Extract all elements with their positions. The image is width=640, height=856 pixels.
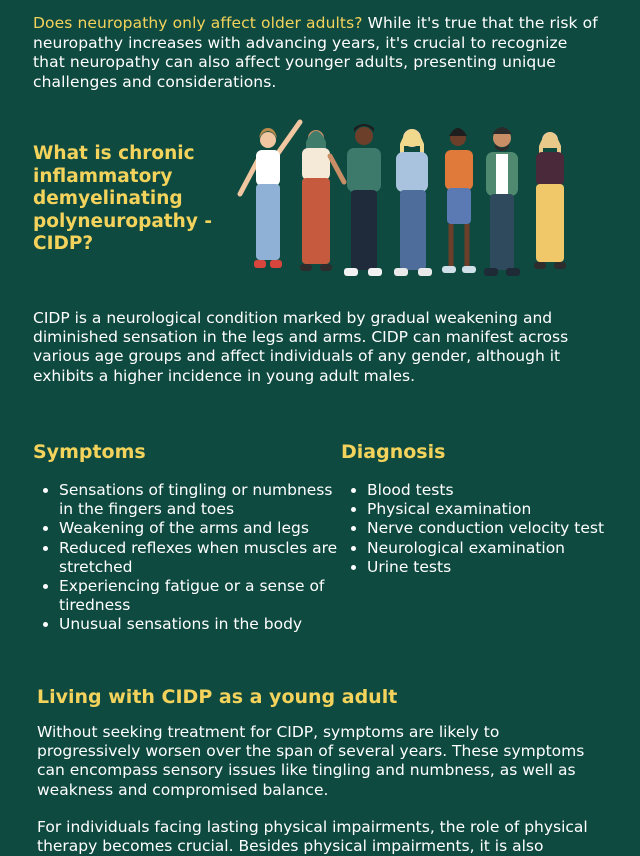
list-item: • Weakening of the arms and legs	[59, 519, 349, 538]
list-item: • Unusual sensations in the body	[59, 615, 349, 634]
living-heading: Living with CIDP as a young adult	[37, 686, 398, 708]
intro-paragraph	[33, 14, 603, 92]
cidp-title: What is chronic inflammatory demyelinating polyneuropathy - CIDP?	[33, 143, 212, 254]
list-item: • Experiencing fatigue or a sense of tiredness	[59, 577, 349, 615]
person-2	[300, 130, 344, 271]
list-item: • Urine tests	[367, 558, 617, 577]
diagnosis-heading: Diagnosis	[341, 441, 446, 463]
intro-question: Does neuropathy only affect older adults?	[33, 14, 363, 32]
list-item: • Sensations of tingling or numbness in the fingers and toes	[59, 481, 349, 519]
living-paragraph-1: Without seeking treatment for CIDP, symptoms are likely to progressively worsen over the span of several years. These symptoms can encompass sensory issues like tingling and numbness, as well as weakness and compromised balance.	[37, 723, 585, 799]
living-paragraph-2: For individuals facing lasting physical impairments, the role of physical therapy becomes crucial. Besides physical impairments, it is also	[37, 818, 588, 856]
list-item: • Neurological examination	[367, 539, 617, 558]
list-item: • Physical examination	[367, 500, 617, 519]
list-item: • Blood tests	[367, 481, 617, 500]
list-item: • Nerve conduction velocity test	[367, 519, 617, 538]
group-of-young-adults-illustration	[228, 116, 590, 284]
symptoms-heading: Symptoms	[33, 441, 146, 463]
person-3	[344, 124, 382, 276]
person-5	[442, 128, 476, 273]
person-4	[394, 129, 432, 276]
person-1	[240, 122, 300, 268]
symptoms-list	[33, 481, 349, 635]
list-item: • Reduced reflexes when muscles are stretched	[59, 539, 349, 577]
person-6	[484, 127, 520, 276]
intro-text: While it's true that the risk of neuropathy increases with advancing years, it's crucial to recognize that neuropathy can also affect younger adults, presenting unique challenges and considerations.	[33, 14, 598, 91]
cidp-description: CIDP is a neurological condition marked by gradual weakening and diminished sensation in the legs and arms. CIDP can manifest across various age groups and affect individuals of any gender, although it exhibits a higher incidence in young adult males.	[33, 309, 569, 385]
person-7	[534, 132, 566, 269]
diagnosis-list	[341, 481, 617, 577]
